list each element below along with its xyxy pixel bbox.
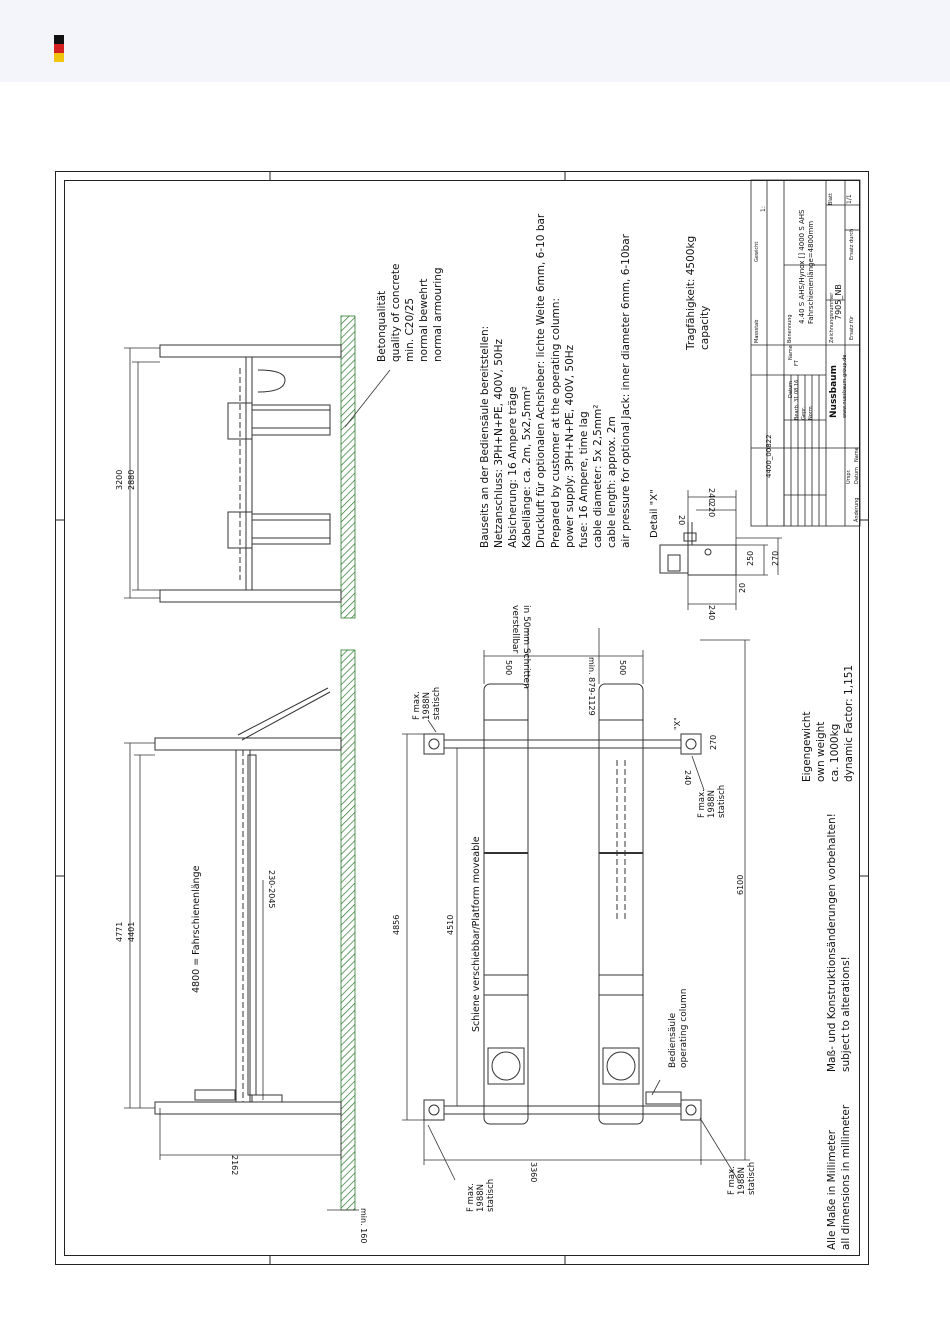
fmax-static: statisch: [486, 1178, 496, 1212]
customer-note-de: [478, 214, 548, 548]
runway-length-label: 4800 = Fahrschienenlänge: [191, 865, 202, 993]
dim-min-160: min. 160: [359, 1208, 368, 1244]
tb-label-scale: Massstab: [754, 319, 760, 343]
side-dimension-lines: [124, 743, 359, 1210]
dim-2162: 2162: [230, 1155, 239, 1176]
ground-hatch-side: [341, 650, 355, 1210]
fmax-title: F max.: [412, 691, 422, 720]
tb-label-replaced-by: Ersatz durch: [849, 228, 855, 260]
fmax-label-top-right: [697, 785, 727, 818]
plan-view-lift: [424, 684, 701, 1124]
dim-6100: 6100: [736, 874, 745, 895]
fmax-label-bottom-right: [727, 1162, 757, 1195]
tb-product: [798, 209, 816, 324]
detail-x-view: [660, 522, 736, 575]
concrete-line-2: quality of concrete: [390, 263, 402, 362]
weight-line-1: Eigengewicht: [801, 711, 813, 782]
dim-2880: 2880: [127, 469, 136, 490]
tb-label-change-name: Name: [854, 447, 860, 462]
steps-label: [509, 605, 531, 689]
fmax-static: statisch: [747, 1161, 757, 1195]
weight-line-4: dynamic Factor: 1,151: [843, 664, 855, 782]
operating-column-en: operating column: [679, 988, 689, 1068]
customer-en-line-2: power supply: 3PH+N+PE, 400V, 50Hz: [564, 344, 576, 548]
ground-hatch-top: [341, 316, 355, 618]
concrete-line-1: Betonqualität: [376, 290, 388, 362]
dim-500-right: 500: [618, 660, 627, 676]
customer-de-line-1: Bauseits an der Bediensäule bereitstellen:: [479, 325, 491, 548]
customer-en-line-1: Prepared by customer at the operating column:: [550, 298, 562, 548]
customer-note-en: [549, 234, 633, 548]
tb-label-drawing-no: Zeichnungsnummer: [829, 292, 835, 343]
operating-column-de: Bediensäule: [668, 1012, 678, 1068]
customer-en-line-4: cable diameter: 5x 2,5mm²: [592, 404, 604, 548]
tb-label-norm: Norm: [808, 406, 814, 420]
fmax-value: 1988N: [476, 1184, 486, 1212]
dim-20-detail-bottom: 20: [738, 582, 747, 593]
tb-label-change-date: Datum: [854, 467, 860, 484]
fmax-title: F max.: [466, 1183, 476, 1212]
concrete-line-4: normal bewehrt: [418, 278, 430, 362]
detail-x-title: Detail "X": [649, 489, 660, 538]
dim-4401: 4401: [127, 921, 136, 942]
front-view-lift: [160, 345, 341, 602]
fmax-value: 1988N: [422, 692, 432, 720]
customer-en-line-5: cable length: approx. 2m: [606, 416, 618, 548]
tb-label-date: Datum: [788, 381, 794, 398]
concrete-note: [375, 264, 445, 362]
tb-label-drawn: Bearb.: [794, 403, 800, 420]
capacity-note: [684, 236, 712, 350]
x-marker: "X": [673, 717, 682, 730]
tb-sheet-name: 7905_NB: [834, 284, 843, 320]
concrete-line-3: min. C20/25: [404, 297, 416, 362]
concrete-line-5: normal armouring: [432, 267, 444, 362]
dim-220-detail: 220: [707, 502, 716, 518]
dim-240-detail-top: 240: [707, 488, 716, 504]
tb-label-sheet: Blatt: [828, 193, 834, 205]
capacity-line-1: Tragfähigkeit: 4500kg: [685, 235, 697, 350]
weight-line-2: own weight: [815, 721, 827, 782]
tb-label-title: Benennung: [787, 314, 793, 343]
tb-label-replaces: Ersatz für: [849, 315, 855, 340]
tb-scale-value: 1:: [760, 206, 767, 212]
customer-de-line-3: Absicherung: 16 Ampere träge: [507, 386, 519, 548]
tb-company-logo: Nussbaum: [829, 365, 839, 418]
tb-product-line-1: 4.40 S AHS/Hynox [] 4000 S AHS: [798, 209, 806, 324]
tb-label-name: Name: [788, 345, 794, 360]
dim-min-879-1129: min. 879-1129: [587, 657, 596, 716]
dim-4510: 4510: [446, 914, 455, 935]
fmax-static: statisch: [717, 784, 727, 818]
tb-label-change: Änderung: [854, 497, 860, 522]
dim-4856: 4856: [392, 914, 401, 935]
tb-name-value: FT: [794, 360, 800, 366]
side-view-lift: [155, 688, 341, 1114]
dim-270-detail: 270: [771, 550, 780, 566]
fmax-label-bottom-left: [466, 1179, 496, 1212]
tb-label-weight: Gewicht: [754, 241, 760, 262]
tb-product-line-2: Fahrschienenlänge=4800mm: [807, 220, 815, 324]
units-line-1: Alle Maße in Millimeter: [826, 1130, 838, 1250]
tb-label-checked: Gepr.: [801, 406, 807, 420]
platform-label: Schiene verschiebbar/Platform moveable: [471, 836, 482, 1032]
fmax-title: F max.: [697, 789, 707, 818]
customer-en-line-3: fuse: 16 Ampere, time lag: [578, 411, 590, 548]
dim-500-left: 500: [504, 660, 513, 676]
reserve-line-2: subject to alterations!: [840, 956, 852, 1072]
units-line-2: all dimensions in millimeter: [840, 1104, 852, 1250]
tb-date-value: 31.08.16: [794, 379, 800, 402]
weight-note: [800, 665, 856, 782]
steps-line-1: in 50mm Schritten: [521, 605, 531, 689]
fmax-title: F max.: [727, 1166, 737, 1195]
detail-dimension-lines: [688, 490, 782, 610]
customer-de-line-4: Kabellänge: ca. 2m, 5x2,5mm²: [521, 386, 533, 548]
dim-4771: 4771: [115, 921, 124, 942]
fmax-static: statisch: [432, 686, 442, 720]
dim-240-plan: 240: [683, 770, 692, 786]
tb-label-origin: Urspr.: [846, 469, 852, 484]
fmax-value: 1988N: [707, 790, 717, 818]
dim-20-detail-top: 20: [677, 515, 686, 526]
tb-website: www.nussbaum-group.de: [842, 354, 848, 418]
dim-3360: 3360: [529, 1162, 538, 1183]
operating-column-label: [668, 989, 690, 1068]
customer-en-line-6: air pressure for optional Jack: inner diameter 6mm, 6-10bar: [620, 234, 632, 548]
dim-3200: 3200: [115, 469, 124, 490]
dim-230-2045: 230-2045: [267, 870, 276, 909]
reserve-note: [825, 813, 853, 1072]
steps-line-2: verstellbar: [510, 605, 520, 654]
reserve-line-1: Maß- und Konstruktionsänderungen vorbehalten!: [826, 813, 838, 1072]
customer-de-line-5: Druckluft für optionalen Achsheber: lichte Weite 6mm, 6-10 bar: [535, 213, 547, 548]
capacity-line-2: capacity: [699, 305, 711, 350]
fmax-label-top-left: [412, 687, 442, 720]
tb-drawing-number: 4400_00822: [765, 434, 773, 478]
customer-de-line-2: Netzanschluss: 3PH+N+PE, 400V, 50Hz: [493, 339, 505, 548]
dim-270-plan: 270: [709, 734, 718, 750]
dim-250-detail: 250: [746, 550, 755, 566]
fmax-value: 1988N: [737, 1167, 747, 1195]
dim-240-detail-bottom: 240: [707, 605, 716, 621]
units-note: [825, 1105, 853, 1250]
weight-line-3: ca. 1000kg: [829, 723, 841, 782]
tb-sheet-no: 1/1: [846, 194, 853, 204]
